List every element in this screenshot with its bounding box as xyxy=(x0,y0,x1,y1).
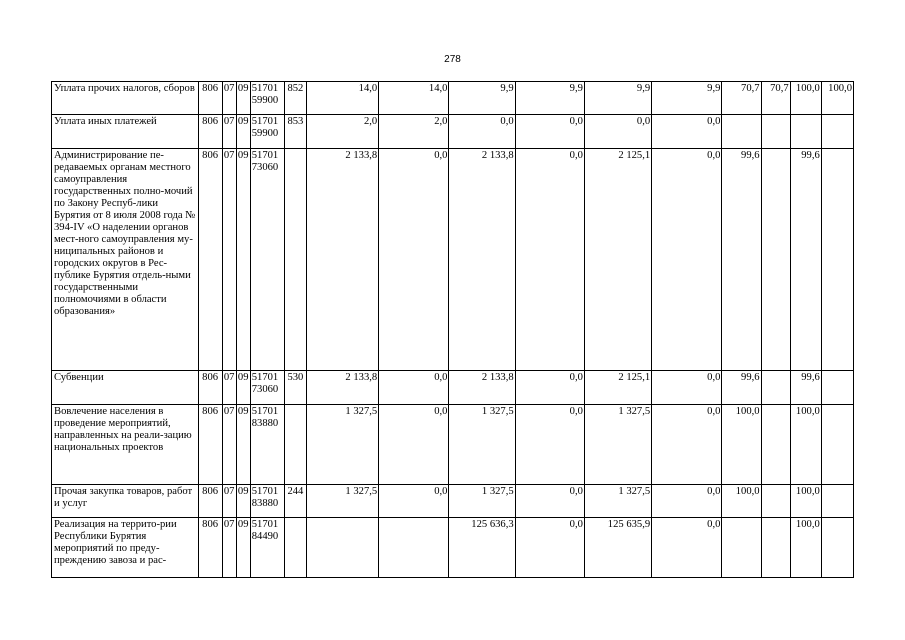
row-percent-2 xyxy=(761,485,790,518)
row-value-3: 1 327,5 xyxy=(449,405,515,485)
row-value-4: 0,0 xyxy=(515,149,584,371)
row-name: Уплата иных платежей xyxy=(52,115,199,149)
row-value-5: 2 125,1 xyxy=(584,149,651,371)
row-percent-3: 100,0 xyxy=(790,405,821,485)
row-value-3: 2 133,8 xyxy=(449,371,515,405)
row-percent-3: 100,0 xyxy=(790,485,821,518)
row-value-3: 9,9 xyxy=(449,82,515,115)
row-percent-1: 100,0 xyxy=(722,405,761,485)
row-percent-2 xyxy=(761,405,790,485)
row-ved-code: 806 xyxy=(198,485,222,518)
row-value-5: 0,0 xyxy=(584,115,651,149)
row-value-1: 2 133,8 xyxy=(306,371,378,405)
row-value-2: 0,0 xyxy=(379,485,449,518)
row-expense-type-code xyxy=(284,149,306,371)
row-value-1: 1 327,5 xyxy=(306,485,378,518)
row-target-code: 51701 73060 xyxy=(250,371,284,405)
row-value-6: 0,0 xyxy=(652,115,722,149)
row-target-code: 51701 73060 xyxy=(250,149,284,371)
row-percent-2 xyxy=(761,518,790,578)
row-percent-4 xyxy=(821,405,853,485)
row-expense-type-code: 853 xyxy=(284,115,306,149)
row-percent-3 xyxy=(790,115,821,149)
budget-table xyxy=(51,81,854,578)
row-value-4: 0,0 xyxy=(515,485,584,518)
row-subsection-code: 09 xyxy=(236,405,250,485)
row-value-6: 0,0 xyxy=(652,405,722,485)
row-percent-3: 100,0 xyxy=(790,82,821,115)
row-value-5: 9,9 xyxy=(584,82,651,115)
table-row xyxy=(52,371,854,405)
row-target-code: 51701 83880 xyxy=(250,485,284,518)
row-value-3: 125 636,3 xyxy=(449,518,515,578)
row-ved-code: 806 xyxy=(198,82,222,115)
row-expense-type-code xyxy=(284,405,306,485)
row-percent-1 xyxy=(722,115,761,149)
row-value-4: 0,0 xyxy=(515,405,584,485)
row-subsection-code: 09 xyxy=(236,485,250,518)
row-subsection-code: 09 xyxy=(236,82,250,115)
row-value-4: 0,0 xyxy=(515,518,584,578)
row-value-2: 2,0 xyxy=(379,115,449,149)
row-value-5: 1 327,5 xyxy=(584,405,651,485)
row-value-1: 2 133,8 xyxy=(306,149,378,371)
row-percent-1: 100,0 xyxy=(722,485,761,518)
row-percent-2 xyxy=(761,115,790,149)
row-section-code: 07 xyxy=(222,518,236,578)
row-value-6: 0,0 xyxy=(652,371,722,405)
row-value-4: 0,0 xyxy=(515,115,584,149)
row-target-code: 51701 59900 xyxy=(250,115,284,149)
row-name: Субвенции xyxy=(52,371,199,405)
row-percent-2 xyxy=(761,149,790,371)
row-section-code: 07 xyxy=(222,115,236,149)
row-name: Вовлечение населения в проведение мероприятий, направленных на реали-зацию национальных проектов xyxy=(52,405,199,485)
row-value-2: 0,0 xyxy=(379,371,449,405)
row-percent-2 xyxy=(761,371,790,405)
row-expense-type-code: 530 xyxy=(284,371,306,405)
row-name: Уплата прочих налогов, сборов xyxy=(52,82,199,115)
row-expense-type-code xyxy=(284,518,306,578)
row-section-code: 07 xyxy=(222,82,236,115)
row-value-2: 0,0 xyxy=(379,405,449,485)
row-value-4: 9,9 xyxy=(515,82,584,115)
row-value-3: 0,0 xyxy=(449,115,515,149)
row-percent-4 xyxy=(821,115,853,149)
row-value-3: 1 327,5 xyxy=(449,485,515,518)
row-ved-code: 806 xyxy=(198,371,222,405)
table-row xyxy=(52,485,854,518)
table-row xyxy=(52,518,854,578)
row-percent-3: 99,6 xyxy=(790,371,821,405)
row-percent-4 xyxy=(821,518,853,578)
table-row xyxy=(52,115,854,149)
row-percent-3: 100,0 xyxy=(790,518,821,578)
row-percent-4: 100,0 xyxy=(821,82,853,115)
row-percent-1: 99,6 xyxy=(722,149,761,371)
row-percent-1: 70,7 xyxy=(722,82,761,115)
row-value-2: 0,0 xyxy=(379,149,449,371)
row-value-1 xyxy=(306,518,378,578)
row-value-2: 14,0 xyxy=(379,82,449,115)
table-row xyxy=(52,82,854,115)
row-subsection-code: 09 xyxy=(236,518,250,578)
row-expense-type-code: 852 xyxy=(284,82,306,115)
row-section-code: 07 xyxy=(222,371,236,405)
row-percent-4 xyxy=(821,371,853,405)
row-subsection-code: 09 xyxy=(236,371,250,405)
row-ved-code: 806 xyxy=(198,115,222,149)
row-ved-code: 806 xyxy=(198,405,222,485)
row-percent-1: 99,6 xyxy=(722,371,761,405)
row-percent-4 xyxy=(821,485,853,518)
row-percent-3: 99,6 xyxy=(790,149,821,371)
row-value-5: 2 125,1 xyxy=(584,371,651,405)
row-section-code: 07 xyxy=(222,149,236,371)
row-expense-type-code: 244 xyxy=(284,485,306,518)
row-value-6: 0,0 xyxy=(652,149,722,371)
row-name: Администрирование пе-редаваемых органам местного самоуправления государственных полно-мочий по Закону Респуб-лики Бурятия от 8 июля 2008 года № 394-IV «О наделении органов мест-ного самоуправления му-ниципальных районов и городских округов в Рес-публике Бурятия отдель-ными государственными полномочиями в области образования» xyxy=(52,149,199,371)
row-value-3: 2 133,8 xyxy=(449,149,515,371)
row-value-6: 0,0 xyxy=(652,485,722,518)
row-value-5: 1 327,5 xyxy=(584,485,651,518)
row-value-6: 9,9 xyxy=(652,82,722,115)
row-value-5: 125 635,9 xyxy=(584,518,651,578)
row-value-1: 14,0 xyxy=(306,82,378,115)
row-target-code: 51701 59900 xyxy=(250,82,284,115)
row-subsection-code: 09 xyxy=(236,115,250,149)
row-name: Реализация на террито-рии Республики Бурятия мероприятий по преду-преждению завоза и рас- xyxy=(52,518,199,578)
row-section-code: 07 xyxy=(222,405,236,485)
row-target-code: 51701 83880 xyxy=(250,405,284,485)
row-value-1: 1 327,5 xyxy=(306,405,378,485)
row-section-code: 07 xyxy=(222,485,236,518)
page-number: 278 xyxy=(444,54,461,65)
row-ved-code: 806 xyxy=(198,149,222,371)
row-subsection-code: 09 xyxy=(236,149,250,371)
row-percent-2: 70,7 xyxy=(761,82,790,115)
table-row xyxy=(52,405,854,485)
row-percent-4 xyxy=(821,149,853,371)
row-value-2 xyxy=(379,518,449,578)
row-value-1: 2,0 xyxy=(306,115,378,149)
row-ved-code: 806 xyxy=(198,518,222,578)
table-row xyxy=(52,149,854,371)
row-percent-1 xyxy=(722,518,761,578)
row-target-code: 51701 84490 xyxy=(250,518,284,578)
row-name: Прочая закупка товаров, работ и услуг xyxy=(52,485,199,518)
row-value-6: 0,0 xyxy=(652,518,722,578)
row-value-4: 0,0 xyxy=(515,371,584,405)
